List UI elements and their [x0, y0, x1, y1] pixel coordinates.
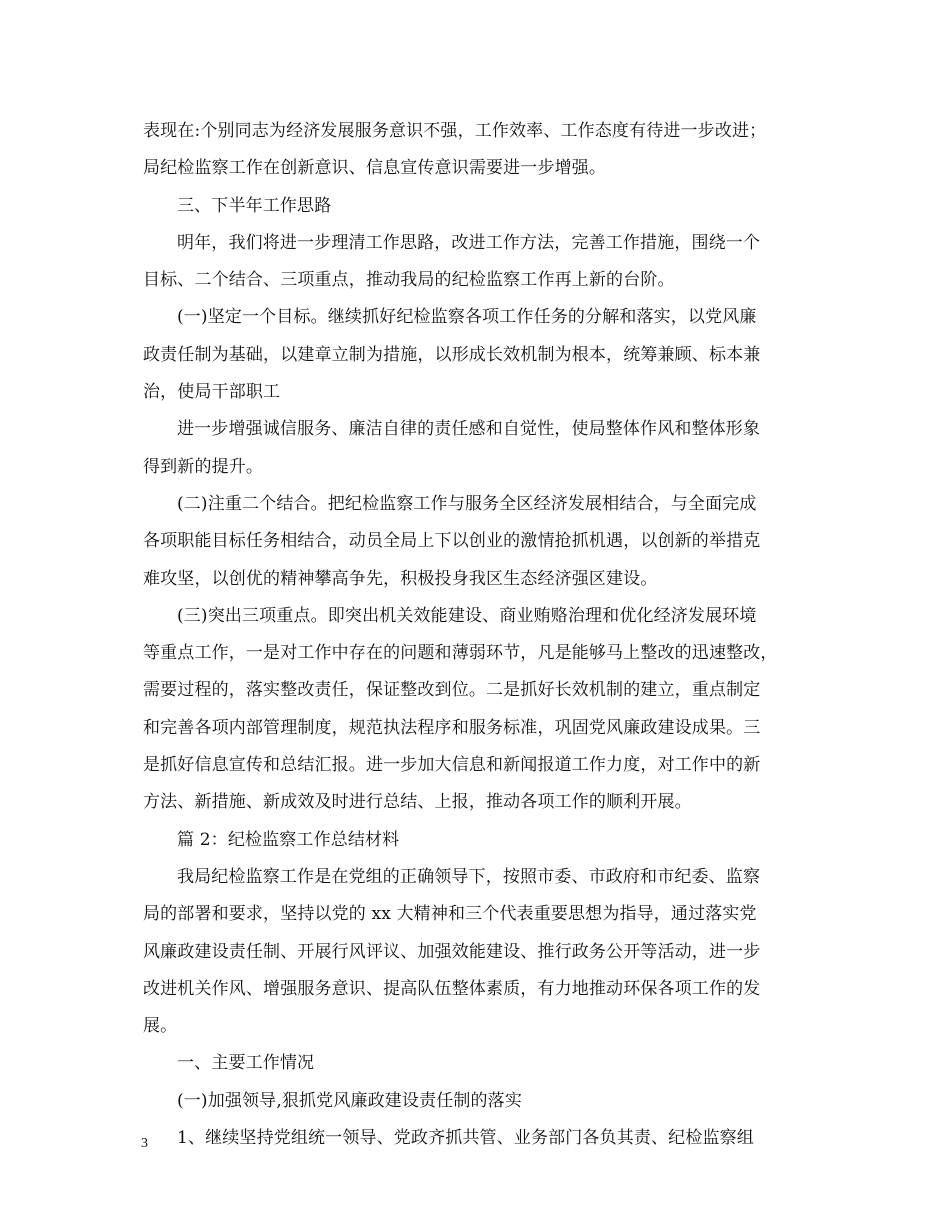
text-line: 明年，我们将进一步理清工作思路，改进工作方法，完善工作措施，围绕一个 — [177, 232, 761, 253]
text-line: 是抓好信息宣传和总结汇报。进一步加大信息和新闻报道工作力度，对工作中的新 — [143, 755, 761, 776]
text-line: 一、主要工作情况 — [177, 1053, 315, 1074]
text-line: 表现在:个别同志为经济发展服务意识不强，工作效率、工作态度有待进一步改进； — [143, 121, 767, 141]
text-line: 和完善各项内部管理制度，规范执法程序和服务标准，巩固党风廉政建设成果。三 — [143, 717, 761, 738]
document-body — [143, 113, 815, 1157]
text-line: 难攻坚，以创优的精神攀高争先，积极投身我区生态经济强区建设。 — [143, 568, 658, 589]
text-line: 篇 2：纪检监察工作总结材料 — [177, 829, 400, 850]
text-line: 我局纪检监察工作是在党组的正确领导下，按照市委、市政府和市纪委、监察 — [177, 866, 761, 887]
text-line: (一)坚定一个目标。继续抓好纪检监察各项工作任务的分解和落实，以党风廉 — [177, 307, 757, 328]
text-line: 各项职能目标任务相结合，动员全局上下以创业的激情抢抓机遇，以创新的举措克 — [143, 531, 761, 552]
text-line: 局纪检监察工作在创新意识、信息宣传意识需要进一步增强。 — [143, 158, 607, 179]
text-line: 方法、新措施、新成效及时进行总结、上报，推动各项工作的顺利开展。 — [143, 792, 692, 813]
text-line: 需要过程的，落实整改责任，保证整改到位。二是抓好长效机制的建立，重点制定 — [143, 680, 761, 701]
text-line: 1、继续坚持党组统一领导、党政齐抓共管、业务部门各负其责、纪检监察组 — [177, 1128, 754, 1149]
text-line: 政责任制为基础，以建章立制为措施，以形成长效机制为根本，统筹兼顾、标本兼 — [143, 344, 761, 365]
text-line: 改进机关作风、增强服务意识、提高队伍整体素质，有力地推动环保各项工作的发 — [143, 978, 761, 999]
text-line: 三、下半年工作思路 — [177, 195, 332, 216]
text-line: 目标、二个结合、三项重点，推动我局的纪检监察工作再上新的台阶。 — [143, 270, 675, 291]
text-line: (三)突出三项重点。即突出机关效能建设、商业贿赂治理和优化经济发展环境 — [177, 605, 757, 626]
text-line: (一)加强领导,狠抓党风廉政建设责任制的落实 — [177, 1090, 522, 1111]
text-line: 等重点工作，一是对工作中存在的问题和薄弱环节，凡是能够马上整改的迅速整改， — [143, 643, 778, 664]
text-line: 风廉政建设责任制、开展行风评议、加强效能建设、推行政务公开等活动，进一步 — [143, 941, 761, 962]
text-line: 局的部署和要求，坚持以党的 xx 大精神和三个代表重要思想为指导，通过落实党 — [143, 904, 757, 925]
text-line: 治，使局干部职工 — [143, 382, 281, 403]
text-line: 进一步增强诚信服务、廉洁自律的责任感和自觉性，使局整体作风和整体形象 — [177, 419, 761, 440]
text-line: 得到新的提升。 — [143, 456, 264, 477]
text-line: (二)注重二个结合。把纪检监察工作与服务全区经济发展相结合，与全面完成 — [177, 493, 757, 514]
text-line: 展。 — [143, 1016, 178, 1037]
page-number: 3 — [141, 1136, 148, 1151]
